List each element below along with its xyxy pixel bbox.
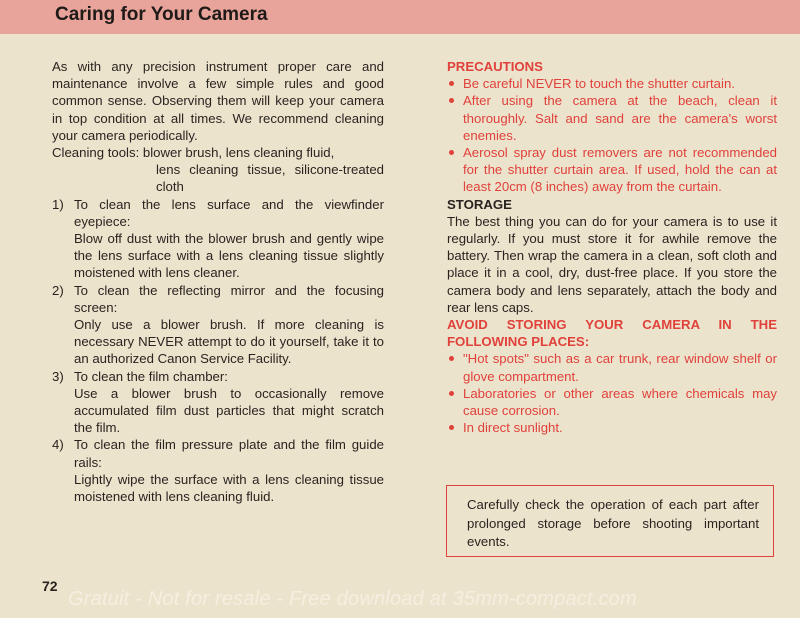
bullet-icon [449, 98, 454, 103]
step-number: 2) [52, 282, 64, 298]
step-item [52, 282, 384, 368]
avoid-text: "Hot spots" such as a car trunk, rear window shelf or glove compartment. [463, 351, 777, 384]
step-item [52, 196, 384, 282]
step-title: To clean the film chamber: [74, 368, 228, 384]
bullet-icon [449, 81, 454, 86]
avoid-text: In direct sunlight. [463, 420, 563, 436]
intro-paragraph: As with any precision instrument proper care and maintenance involve a few simple rules and good common sense. Observing them will keep your camera in top condition at all times. We recommend cleaning your camera periodically. [52, 59, 384, 143]
avoid-heading: AVOID STORING YOUR CAMERA IN THE FOLLOWING PLACES: [447, 317, 777, 350]
step-number: 3) [52, 368, 64, 384]
cleaning-tools-line [52, 144, 384, 161]
step-body: Use a blower brush to occasionally remove accumulated film dust particles that might scratch the film. [74, 385, 384, 436]
page-title: Caring for Your Camera [55, 4, 268, 25]
bullet-icon [449, 150, 454, 155]
precautions-heading: PRECAUTIONS [447, 59, 543, 74]
avoid-item [447, 385, 777, 419]
step-number: 1) [52, 196, 64, 212]
precautions-list [447, 75, 777, 195]
precaution-text: After using the camera at the beach, clean it thoroughly. Salt and sand are the camera's worst enemies. [463, 93, 777, 143]
step-title: To clean the lens surface and the viewfinder eyepiece: [74, 196, 384, 229]
step-title: To clean the film pressure plate and the film guide rails: [74, 437, 384, 470]
header-band [0, 0, 800, 34]
step-body: Lightly wipe the surface with a lens cleaning tissue moistened with lens cleaning fluid. [74, 471, 384, 505]
storage-heading: STORAGE [447, 196, 512, 212]
right-column [447, 58, 777, 436]
cleaning-tools [52, 144, 384, 196]
precaution-item [447, 75, 777, 92]
precaution-text: Be careful NEVER to touch the shutter curtain. [463, 76, 735, 92]
bullet-icon [449, 356, 454, 361]
page-number: 72 [42, 578, 58, 594]
step-item [52, 436, 384, 505]
watermark: Gratuit - Not for resale - Free download at 35mm-compact.com [68, 588, 637, 610]
left-column [52, 58, 384, 505]
cleaning-tools-label: Cleaning tools: [52, 145, 140, 161]
avoid-item [447, 419, 777, 436]
step-body: Blow off dust with the blower brush and gently wipe the lens surface with a lens cleaning tissue slightly moistened with lens cleaner. [74, 231, 384, 281]
precaution-item [447, 92, 777, 144]
storage-note-box [446, 485, 774, 557]
step-item [52, 368, 384, 437]
bullet-icon [449, 425, 454, 430]
avoid-list [447, 350, 777, 436]
avoid-item [447, 350, 777, 384]
cleaning-tools-first: blower brush, lens cleaning fluid, [142, 145, 335, 161]
avoid-text: Laboratories or other areas where chemicals may cause corrosion. [463, 385, 777, 419]
precaution-text: Aerosol spray dust removers are not recommended for the shutter curtain area. If used, hold the can at least 20cm (8 inches) away from the curtain. [463, 145, 777, 195]
storage-paragraph: The best thing you can do for your camera is to use it regularly. If you must store it for awhile remove the battery. Then wrap the camera in a clean, soft cloth and place it in a cool, dry, dust-free place. If you store the camera body and lens separately, attach the body and rear lens caps. [447, 213, 777, 315]
cleaning-tools-rest: lens cleaning tissue, silicone-treated cloth [156, 162, 384, 195]
step-title: To clean the reflecting mirror and the focusing screen: [74, 282, 384, 315]
bullet-icon [449, 391, 454, 396]
precaution-item [447, 144, 777, 196]
cleaning-steps [52, 196, 384, 506]
step-number: 4) [52, 437, 64, 453]
storage-note: Carefully check the operation of each part after prolonged storage before shooting important events. [467, 497, 759, 550]
step-body: Only use a blower brush. If more cleaning is necessary NEVER attempt to do it yourself, take it to an authorized Canon Service Facility. [74, 317, 384, 367]
